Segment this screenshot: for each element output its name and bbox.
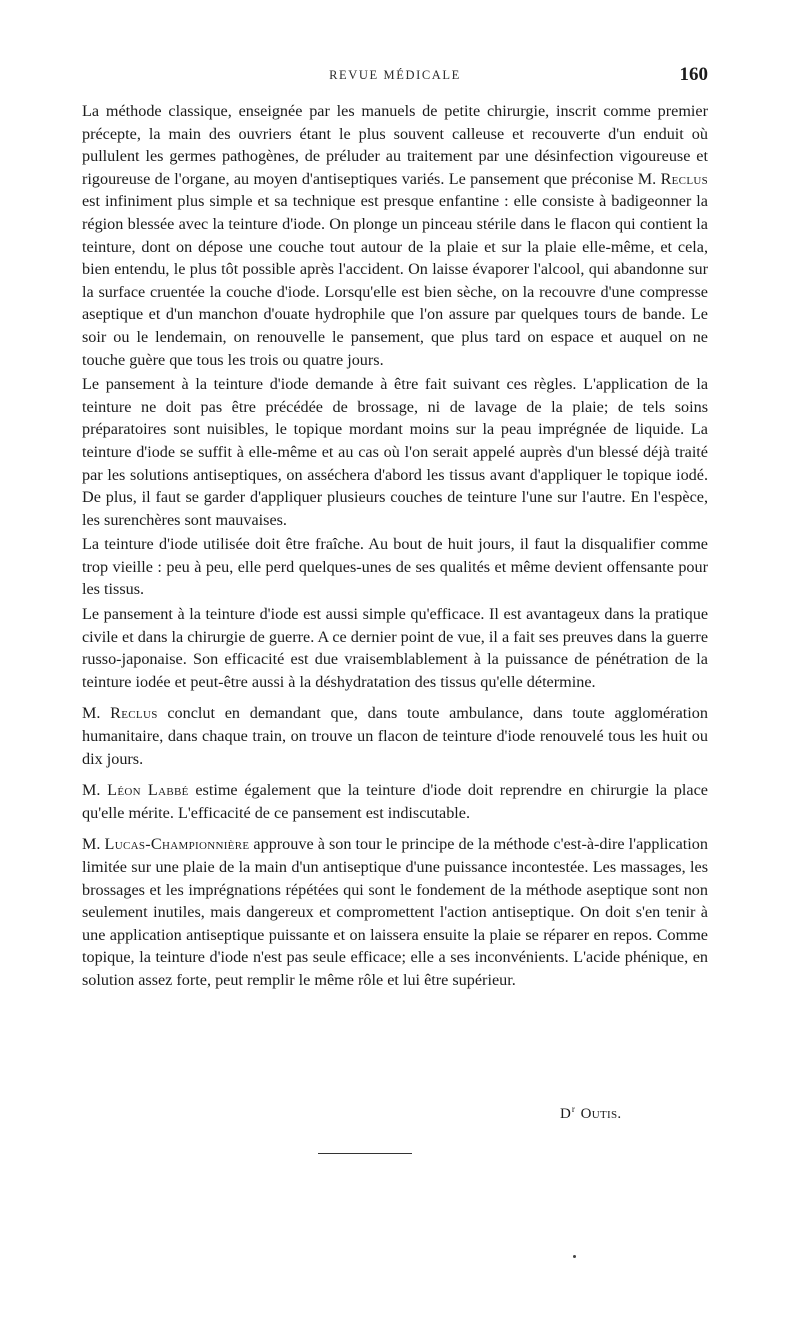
paragraph-reclus-conclusion: M. Reclus conclut en demandant que, dans toute ambulance, dans toute agglomération humanitaire, dans chaque train, on trouve un flacon de teinture d'iode renouvelé tous les huit ou dix jours. bbox=[82, 704, 708, 768]
paragraph-labbe: M. Léon Labbé estime également que la teinture d'iode doit reprendre en chirurgie la place qu'elle mérite. L'efficacité de ce pansement est indiscutable. bbox=[82, 781, 708, 822]
article-body bbox=[82, 100, 708, 994]
paragraph-lucas-championniere: M. Lucas-Championnière approuve à son tour le principe de la méthode c'est-à-dire l'application limitée sur une plaie de la main d'un antiseptique d'une puissance incontestée. Les massages, les brossages et les imprégnations répétées qui sont le fondement de la méthode aseptique sont non seulement inutiles, mais dangereux et compromettent l'action antiseptique. On doit s'en tenir à une application antiseptique puissante et on laissera ensuite la plaie se réparer en repos. Comme topique, la teinture d'iode n'est pas seule efficace; elle a ses inconvénients. L'acide phénique, en solution assez forte, peut remplir le même rôle et lui être supérieur. bbox=[82, 835, 708, 989]
page-number: 160 bbox=[679, 64, 708, 85]
end-rule bbox=[318, 1153, 412, 1154]
print-speck bbox=[573, 1255, 576, 1258]
running-title: REVUE MÉDICALE bbox=[329, 68, 461, 82]
paragraph-efficacy: Le pansement à la teinture d'iode est aussi simple qu'efficace. Il est avantageux dans la pratique civile et dans la chirurgie de guerre. A ce dernier point de vue, il a fait ses preuves dans la guerre russo-japonaise. Son efficacité est due vraisemblablement à la puissance de pénétration de la teinture iodée et peut-être aussi à la déshydratation des tissus qu'elle détermine. bbox=[82, 605, 708, 691]
page-header bbox=[82, 64, 708, 90]
author-name: Reclus bbox=[660, 169, 708, 188]
author-name: Lucas-Championnière bbox=[104, 835, 250, 854]
paragraph-freshness: La teinture d'iode utilisée doit être fraîche. Au bout de huit jours, il faut la disqualifier comme trop vieille : peu à peu, elle perd quelques-unes de ses qualités et même devient offensante pour les tissus. bbox=[82, 535, 708, 599]
paragraph-method: La méthode classique, enseignée par les manuels de petite chirurgie, inscrit comme premier précepte, la main des ouvriers étant le plus souvent calleuse et recouverte d'un enduit où pullulent les germes pathogènes, de préluder au traitement par une désinfection vigoureuse et rigoureuse de l'organe, au moyen d'antiseptiques variés. Le pansement que préconise M. Reclus est infiniment plus simple et sa technique est presque enfantine : elle consiste à badigeonner la région blessée avec la teinture d'iode. On plonge un pinceau stérile dans le flacon qui contient la teinture, dont on dépose une couche tout autour de la plaie et sur la plaie elle-même, et cela, bien entendu, le plus tôt possible après l'accident. On laisse évaporer l'alcool, qui abandonne sur la surface cruentée la couche d'iode. Lorsqu'elle est bien sèche, on la recouvre d'une compresse aseptique et d'un manchon d'ouate hydrophile que l'on assure par quelques tours de bande. Le soir ou le lendemain, on renouvelle le pansement, que plus tard on espace et auquel on ne touche guère que tous les trois ou quatre jours. bbox=[82, 102, 708, 369]
author-name: Léon Labbé bbox=[107, 781, 189, 800]
author-name: Reclus bbox=[110, 704, 158, 723]
signature: $D^r$ Outis. bbox=[560, 1104, 622, 1122]
paragraph-rules: Le pansement à la teinture d'iode demande à être fait suivant ces règles. L'application de la teinture ne doit pas être précédée de brossage, ni de lavage de la plaie; de tels soins préparatoires sont nuisibles, le topique mordant moins sur la peau imprégnée de liquide. La teinture d'iode se suffit à elle-même et au cas où l'on serait appelé auprès d'un blessé déjà traité par les solutions antiseptiques, on asséchera d'abord les tissus avant d'appliquer le topique iodé. De plus, il faut se garder d'appliquer plusieurs couches de teinture l'une sur l'autre. En l'espèce, les surenchères sont mauvaises. bbox=[82, 375, 708, 529]
